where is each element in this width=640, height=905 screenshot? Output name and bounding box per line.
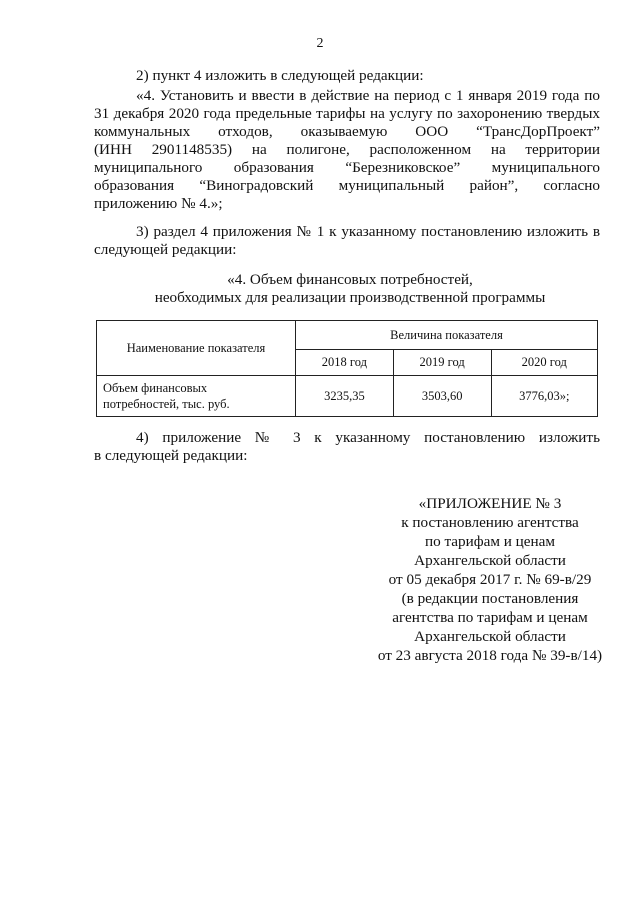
column-header-value: Величина показателя — [296, 321, 598, 350]
appendix-line: от 05 декабря 2017 г. № 69-в/29 — [388, 571, 592, 588]
appendix-line: от 23 августа 2018 года № 39-в/14) — [377, 647, 603, 664]
item2-line: (ИНН 2901148535) на полигоне, расположенном на территории — [94, 141, 600, 158]
column-header-name: Наименование показателя — [97, 321, 296, 376]
section-title: «4. Объем финансовых потребностей, — [227, 271, 473, 288]
item2-line: приложению № 4.»; — [94, 195, 223, 212]
appendix-line: (в редакции постановления — [401, 590, 579, 607]
appendix-line: Архангельской области — [414, 552, 566, 569]
value-cell: 3503,60 — [393, 376, 491, 417]
appendix-line: по тарифам и ценам — [424, 533, 556, 550]
row-label — [97, 376, 296, 417]
item2-line: коммунальных отходов, оказываемую ООО “ТрансДорПроект” — [94, 123, 600, 140]
year-header: 2020 год — [491, 350, 597, 376]
item2-line: муниципального образования “Березниковское” муниципального — [94, 159, 600, 176]
appendix-header: «ПРИЛОЖЕНИЕ № 3 — [418, 495, 562, 512]
row-label-line: Объем финансовых — [103, 381, 208, 395]
page-number: 2 — [316, 36, 324, 51]
item2-intro: 2) пункт 4 изложить в следующей редакции: — [136, 67, 424, 84]
item2-line: образования “Виноградовский муниципальный район”, согласно — [94, 177, 600, 194]
appendix-line: агентства по тарифам и ценам — [392, 609, 588, 626]
year-header: 2018 год — [296, 350, 394, 376]
appendix-line: к постановлению агентства — [401, 514, 579, 531]
item4-line2: в следующей редакции: — [94, 447, 248, 464]
value-cell: 3235,35 — [296, 376, 394, 417]
item2-line: 31 декабря 2020 года предельные тарифы на услугу по захоронению твердых — [94, 105, 600, 122]
year-header: 2019 год — [393, 350, 491, 376]
section-subtitle: необходимых для реализации производственной программы — [154, 289, 546, 306]
item4-line1: 4) приложение № 3 к указанному постановлению изложить — [136, 429, 600, 446]
row-label-line: потребностей, тыс. руб. — [103, 397, 230, 411]
item3-line2: следующей редакции: — [94, 241, 237, 258]
table-row — [97, 376, 598, 417]
item3-line1: 3) раздел 4 приложения № 1 к указанному постановлению изложить в — [136, 223, 600, 240]
financial-needs-table — [96, 320, 598, 417]
appendix-line: Архангельской области — [414, 628, 566, 645]
item2-line: «4. Установить и ввести в действие на период с 1 января 2019 года по — [136, 87, 600, 104]
value-cell: 3776,03»; — [491, 376, 597, 417]
